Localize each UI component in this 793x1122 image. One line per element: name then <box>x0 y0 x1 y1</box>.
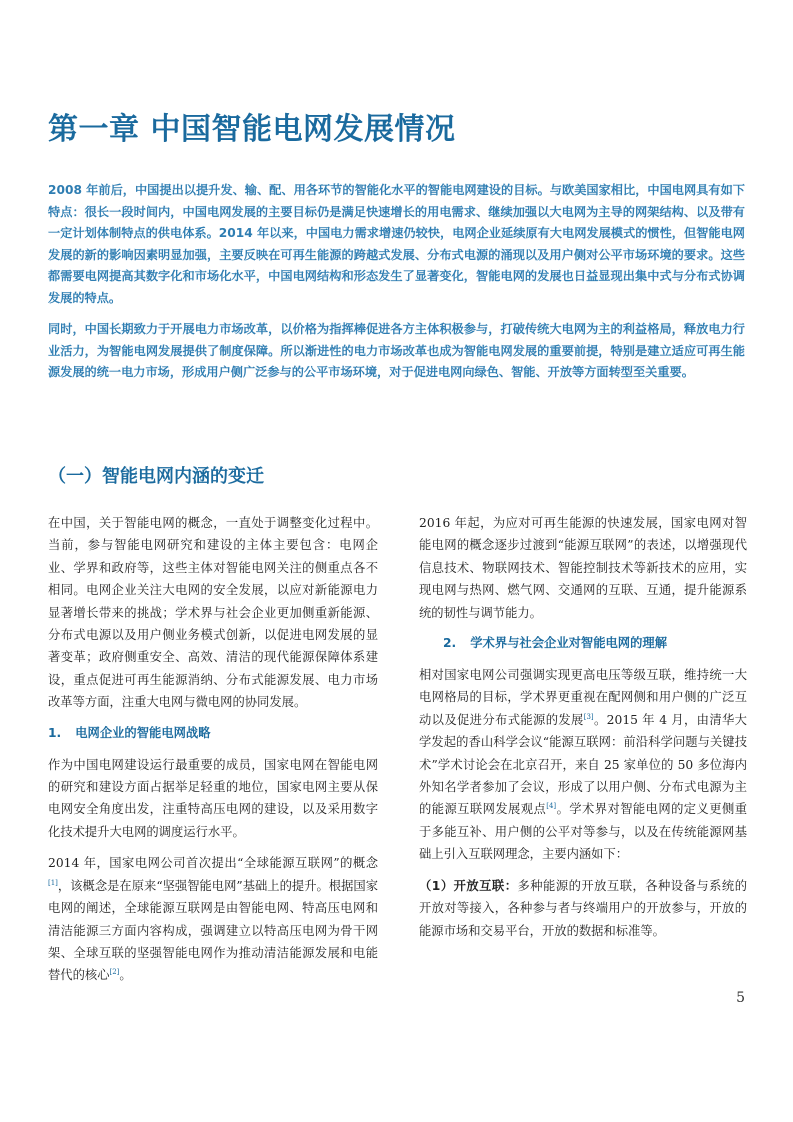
open-interconnection-term: （1）开放互联： <box>419 878 518 893</box>
right-paragraph-2-part-c: 。学术界对智能电网的定义更侧重于多能互补、用户侧的公平对等参与，以及在传统能源网基础上引入互联网理念，主要内涵如下： <box>419 802 747 862</box>
left-paragraph-3-part-c: 。 <box>119 968 132 983</box>
right-subheading <box>443 633 747 651</box>
left-paragraph-2: 作为中国电网建设运行最重要的成员，国家电网在智能电网的研究和建设方面占据举足轻重的地位，国家电网主要从保电网安全角度出发，注重特高压电网的建设，以及采用数字化技术提升大电网的调度运行水平。 <box>48 757 378 839</box>
section-title: （一）智能电网内涵的变迁 <box>48 466 264 487</box>
right-paragraph-2 <box>419 664 747 866</box>
reference-2[interactable]: [2] <box>109 968 120 977</box>
reference-3[interactable]: [3] <box>583 712 594 721</box>
chapter-title: 第一章 中国智能电网发展情况 <box>48 112 456 147</box>
right-paragraph-3 <box>419 875 747 942</box>
left-column <box>48 512 378 996</box>
intro-paragraph-2: 同时，中国长期致力于开展电力市场改革，以价格为指挥棒促进各方主体积极参与，打破传统大电网为主的利益格局，释放电力行业活力，为智能电网发展提供了制度保障。所以渐进性的电力市场改革也成为智能电网发展的重要前提，特别是建立适应可再生能源发展的统一电力市场，形成用户侧广泛参与的公平市场环境，对于促进电网向绿色、智能、开放等方面转型至关重要。 <box>48 322 745 380</box>
left-subheading-number: 1. <box>48 725 62 740</box>
page-number: 5 <box>736 990 745 1006</box>
right-column <box>419 512 747 951</box>
right-paragraph-1: 2016 年起，为应对可再生能源的快速发展，国家电网对智能电网的概念逐步过渡到“能源互联网”的表述，以增强现代信息技术、物联网技术、智能控制技术等新技术的应用，实现电网与热网、燃气网、交通网的互联、互通，提升能源系统的韧性与调节能力。 <box>419 516 747 620</box>
right-paragraph-2-part-b: 。2015 年 4 月，由清华大学发起的香山科学会议“能源互联网：前沿科学问题与关键技术”学术讨论会在北京召开，来自 25 家单位的 50 多位海内外知名学者参加了会议，形成了以用户侧、分布式电源为主的能源互联网发展观点 <box>419 712 747 817</box>
right-paragraph-2-part-a: 相对国家电网公司强调实现更高电压等级互联，维持统一大电网格局的目标，学术界更重视在配网侧和用户侧的广泛互动以及促进分布式能源的发展 <box>419 668 747 727</box>
right-subheading-text: 学术界与社会企业对智能电网的理解 <box>470 636 667 651</box>
right-paragraph-3-text: 多种能源的开放互联，各种设备与系统的开放对等接入，各种参与者与终端用户的开放参与，开放的能源市场和交易平台，开放的数据和标准等。 <box>419 878 747 938</box>
intro-paragraph-1: 2008 年前后，中国提出以提升发、输、配、用各环节的智能化水平的智能电网建设的目标。与欧美国家相比，中国电网具有如下特点：很长一段时间内，中国电网发展的主要目标仍是满足快速增长的用电需求、继续加强以大电网为主导的网架结构、以及带有一定计划体制特点的供电体系。2014 年以来，中国电力需求增速仍较快，电网企业延续原有大电网发展模式的惯性，但智能电网发展的新的影响因素明显加强，主要反映在可再生能源的跨越式发展、分布式电源的涌现以及用户侧对公平市场环境的要求。这些都需要电网提高其数字化和市场化水平，中国电网结构和形态发生了显著变化，智能电网的发展也日益显现出集中式与分布式协调发展的特点。 <box>48 183 745 305</box>
left-subheading-text: 电网企业的智能电网战略 <box>75 725 211 740</box>
reference-1[interactable]: [1] <box>48 878 58 887</box>
left-paragraph-3 <box>48 852 378 986</box>
reference-4[interactable]: [4] <box>546 802 557 811</box>
left-paragraph-3-part-a: 2014 年，国家电网公司首次提出“全球能源互联网”的概念 <box>48 856 378 871</box>
left-paragraph-1: 在中国，关于智能电网的概念，一直处于调整变化过程中。当前，参与智能电网研究和建设的主体主要包含：电网企业、学界和政府等，这些主体对智能电网关注的侧重点各不相同。电网企业关注大电网的安全发展，以应对新能源电力显著增长带来的挑战；学术界与社会企业更加侧重新能源、分布式电源以及用户侧业务模式创新，以促进电网发展的显著变革；政府侧重安全、高效、清洁的现代能源保障体系建设，重点促进可再生能源消纳、分布式能源发展、电力市场改革等方面，注重大电网与微电网的协同发展。 <box>48 516 378 710</box>
right-subheading-number: 2. <box>443 636 457 651</box>
left-subheading <box>48 723 378 741</box>
left-paragraph-3-part-b: ，该概念是在原来“坚强智能电网”基础上的提升。根据国家电网的阐述，全球能源互联网是由智能电网、特高压电网和清洁能源三方面内容构成，强调建立以特高压电网为骨干网架、全球互联的坚强智能电网作为推动清洁能源发展和电能替代的核心 <box>48 878 378 983</box>
